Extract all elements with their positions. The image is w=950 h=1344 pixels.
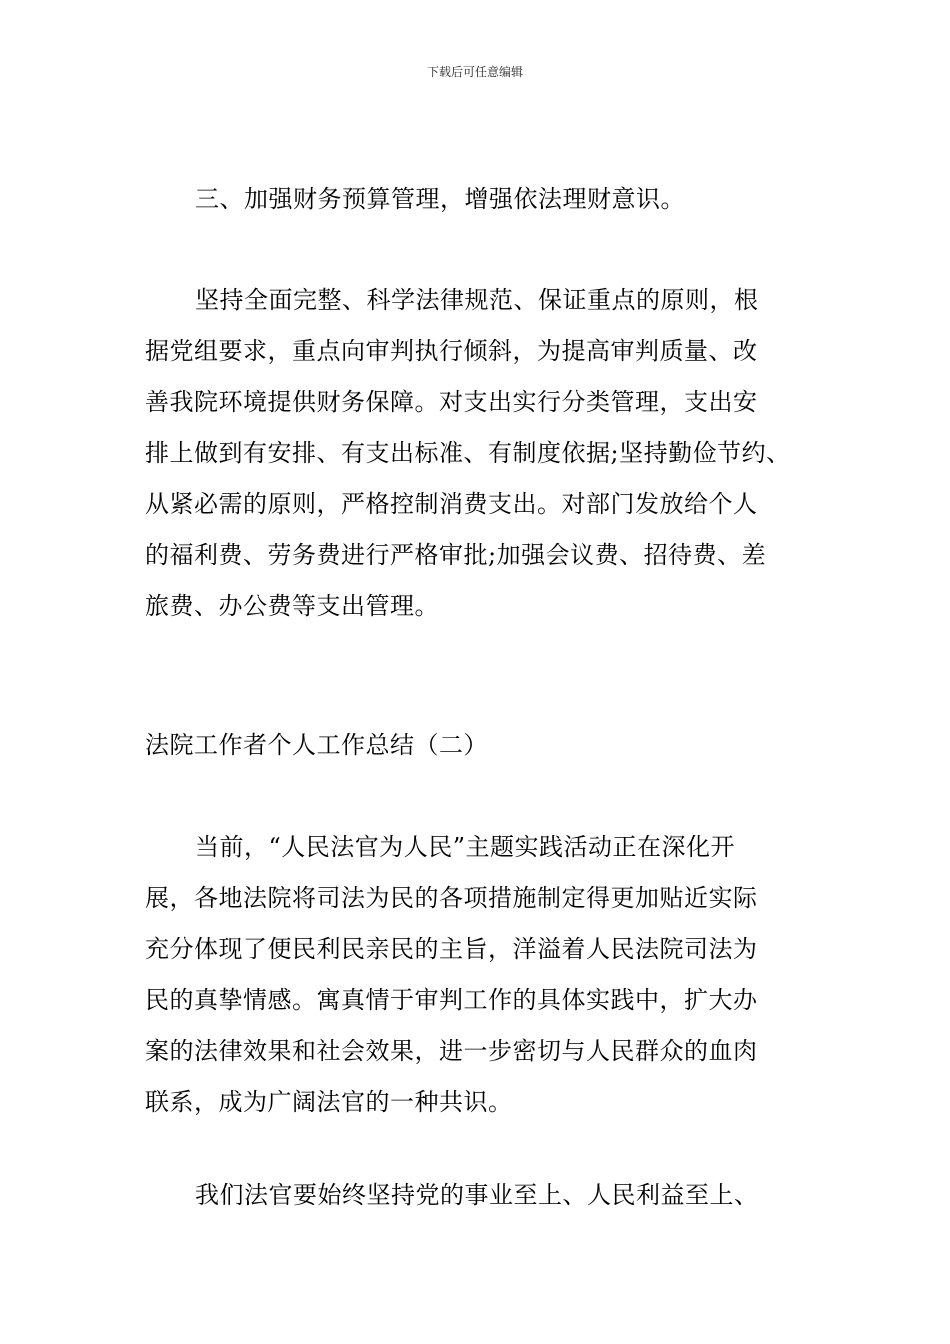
paragraph-line: 的福利费、劳务费进行严格审批;加强会议费、招待费、差 (145, 541, 767, 569)
header-note: 下载后可任意编辑 (426, 65, 523, 79)
document-title: 法院工作者个人工作总结（二） (145, 731, 488, 759)
paragraph-line: 据党组要求，重点向审判执行倾斜，为提高审判质量、改 (145, 337, 758, 365)
paragraph-line: 案的法律效果和社会效果，进一步密切与人民群众的血肉 (145, 1037, 758, 1065)
paragraph-budget-management (145, 275, 815, 632)
paragraph-line: 当前，“人民法官为人民”主题实践活动正在深化开 (195, 833, 736, 861)
paragraph-practice-activity (145, 822, 815, 1128)
section-heading: 三、加强财务预算管理，增强依法理财意识。 (195, 185, 685, 213)
paragraph-judges-commitment (145, 1170, 815, 1221)
paragraph-line: 坚持全面完整、科学法律规范、保证重点的原则，根 (195, 286, 759, 314)
paragraph-line: 我们法官要始终坚持党的事业至上、人民利益至上、 (195, 1181, 759, 1209)
paragraph-line: 善我院环境提供财务保障。对支出实行分类管理，支出安 (145, 388, 758, 416)
paragraph-line: 排上做到有安排、有支出标准、有制度依据;坚持勤俭节约、 (145, 439, 791, 467)
paragraph-line: 从紧必需的原则，严格控制消费支出。对部门发放给个人 (145, 490, 758, 518)
paragraph-line: 旅费、办公费等支出管理。 (145, 592, 439, 620)
paragraph-line: 民的真挚情感。寓真情于审判工作的具体实践中，扩大办 (145, 986, 758, 1014)
paragraph-line: 展，各地法院将司法为民的各项措施制定得更加贴近实际 (145, 884, 758, 912)
paragraph-line: 联系，成为广阔法官的一种共识。 (145, 1088, 513, 1116)
paragraph-line: 充分体现了便民利民亲民的主旨，洋溢着人民法院司法为 (145, 935, 758, 963)
